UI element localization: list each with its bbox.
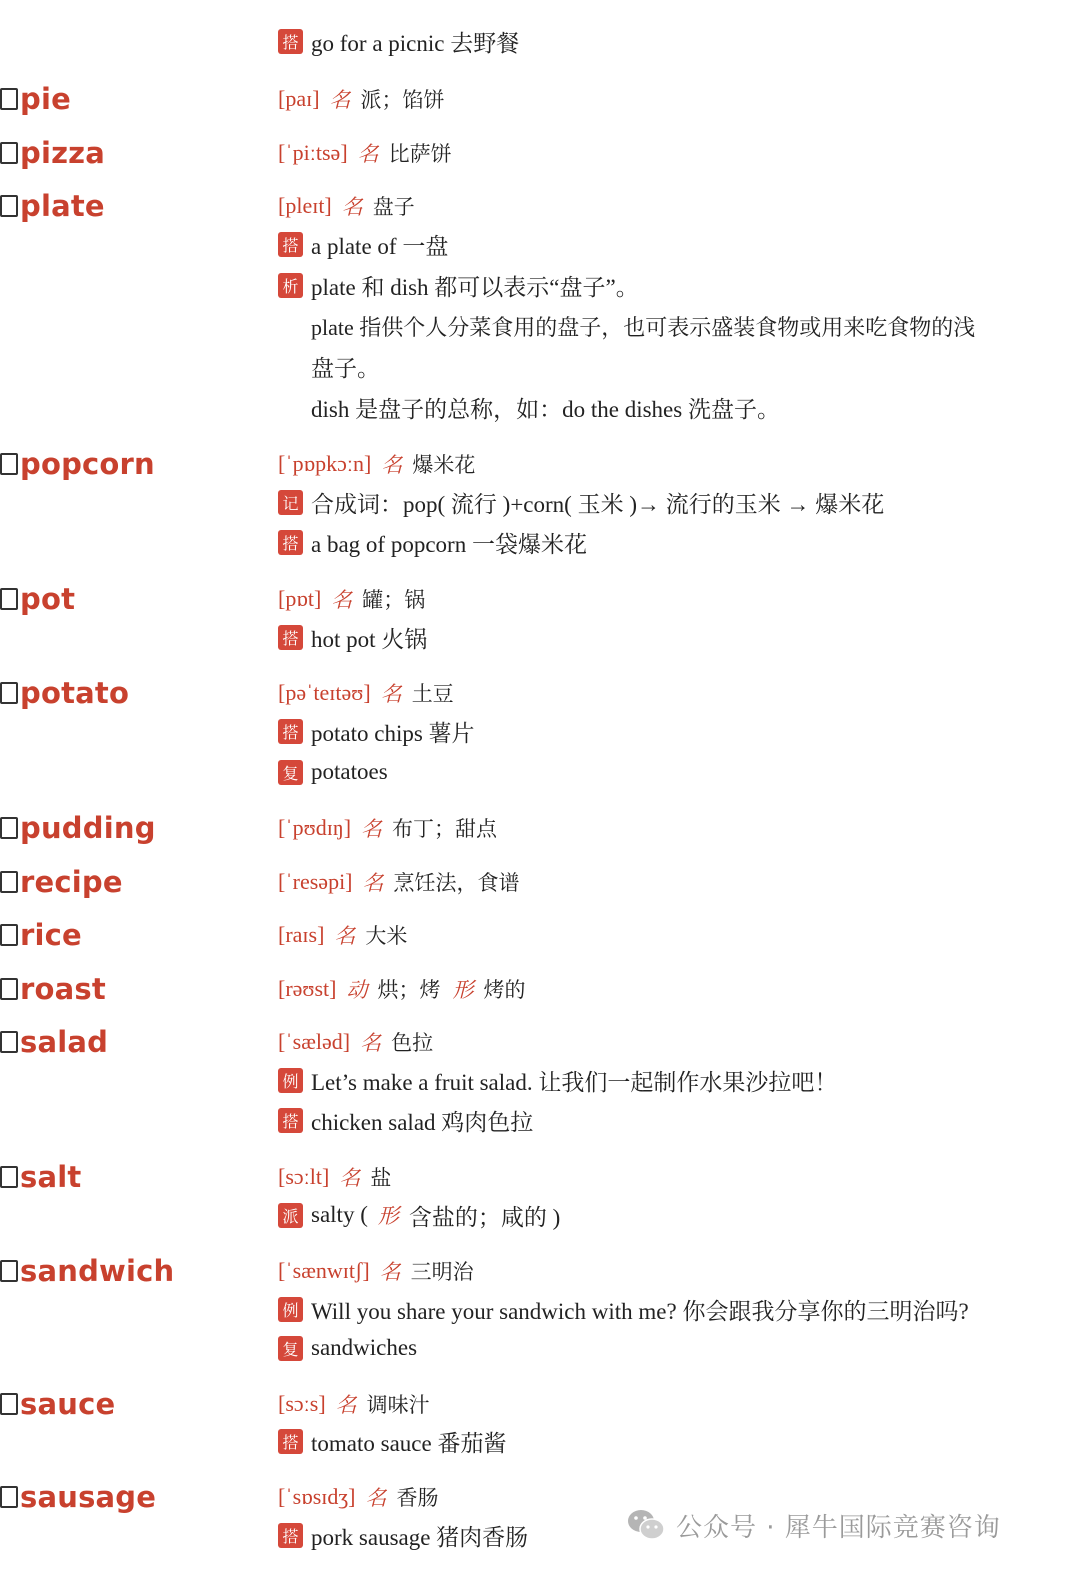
- entry-salt-word: [0, 1160, 81, 1194]
- checkbox[interactable]: [0, 1166, 18, 1188]
- checkbox[interactable]: [0, 924, 18, 946]
- meaning: 三明治: [410, 1260, 474, 1284]
- line-text: pork sausage 猪肉香肠: [311, 1524, 529, 1550]
- tag-badge: 复: [278, 760, 303, 785]
- checkbox[interactable]: [0, 682, 18, 704]
- line-text: potato chips 薯片: [311, 720, 475, 746]
- phonetic: [paɪ]: [278, 86, 320, 111]
- part-of-speech: 名: [379, 1260, 401, 1284]
- entry-rice-def: [278, 918, 407, 952]
- tag-badge: 搭: [278, 530, 303, 555]
- part-of-speech: 名: [341, 195, 363, 219]
- headword: recipe: [20, 865, 123, 899]
- part-of-speech: 名: [365, 1486, 387, 1510]
- checkbox[interactable]: [0, 1393, 18, 1415]
- meaning: 盐: [370, 1166, 392, 1190]
- checkbox[interactable]: [0, 978, 18, 1000]
- meaning-2: 烤的: [483, 978, 526, 1002]
- tag-badge: 搭: [278, 232, 303, 257]
- part-of-speech: 名: [362, 871, 384, 895]
- entry-potato-def: [278, 676, 454, 710]
- entry-sausage-line1: [278, 1518, 528, 1552]
- entry-sauce-def: [278, 1387, 430, 1421]
- phonetic: [ˈpiːtsə]: [278, 140, 348, 165]
- entry-pizza-word: [0, 136, 105, 170]
- line-text: Let’s make a fruit salad. 让我们一起制作水果沙拉吧！: [311, 1069, 838, 1095]
- checkbox[interactable]: [0, 871, 18, 893]
- part-of-speech: 名: [339, 1166, 361, 1190]
- meaning: 烘；烤: [377, 978, 441, 1002]
- phonetic: [ˈpɒpkɔːn]: [278, 451, 372, 476]
- entry-potato-line2: [278, 755, 388, 789]
- line-text: tomato sauce 番茄酱: [311, 1430, 507, 1456]
- entry-sandwich-line2: [278, 1331, 417, 1365]
- headword: pudding: [20, 811, 156, 845]
- phonetic: [ˈsɒsɪdʒ]: [278, 1484, 356, 1509]
- part-of-speech: 名: [329, 88, 351, 112]
- part-of-speech: 名: [335, 1393, 357, 1417]
- tag-badge: 复: [278, 1336, 303, 1361]
- phonetic: [ˈsænwɪtʃ]: [278, 1258, 370, 1283]
- headword: plate: [20, 189, 105, 223]
- headword: pizza: [20, 136, 106, 170]
- checkbox[interactable]: [0, 88, 18, 110]
- tag-badge: 派: [278, 1203, 303, 1228]
- line-text: 盘子。: [311, 355, 380, 381]
- entry-recipe-def: [278, 865, 520, 899]
- line-text: a bag of popcorn 一袋爆米花: [311, 531, 587, 557]
- meaning: 布丁；甜点: [392, 817, 498, 841]
- phonetic: [rəʊst]: [278, 976, 337, 1001]
- entry-sauce-word: [0, 1387, 115, 1421]
- entry-popcorn-line2: [278, 525, 587, 559]
- headword: pot: [20, 582, 76, 616]
- entry-plate-line5: [311, 390, 780, 424]
- part-of-speech: 名: [331, 588, 353, 612]
- meaning: 调味汁: [366, 1393, 430, 1417]
- entry-pot-line1: [278, 620, 427, 654]
- entry-sandwich-line1: [278, 1292, 969, 1326]
- entry-popcorn-def: [278, 447, 475, 481]
- tag-badge: 析: [278, 273, 303, 298]
- headword: popcorn: [20, 447, 155, 481]
- line-text: plate 和 dish 都可以表示“盘子”。: [311, 274, 639, 300]
- entry-plate-word: [0, 189, 105, 223]
- entry-pot-word: [0, 582, 75, 616]
- phonetic: [sɔːs]: [278, 1391, 326, 1416]
- entry-plate-line2: [278, 268, 639, 302]
- phonetic: [pɒt]: [278, 586, 322, 611]
- line-text: 合成词：pop( 流行 )+corn( 玉米 )→ 流行的玉米 → 爆米花: [311, 491, 885, 517]
- entry-potato-word: [0, 676, 129, 710]
- part-of-speech: 动: [346, 978, 368, 1002]
- entry-potato-line1: [278, 714, 475, 748]
- entry-pizza-def: [278, 136, 452, 170]
- checkbox[interactable]: [0, 195, 18, 217]
- headword: salad: [20, 1025, 109, 1059]
- entry-popcorn-word: [0, 447, 155, 481]
- checkbox[interactable]: [0, 588, 18, 610]
- tag-badge: 例: [278, 1068, 303, 1093]
- tag-badge: 搭: [278, 1429, 303, 1454]
- meaning: 比萨饼: [388, 142, 452, 166]
- line-text: potatoes: [311, 759, 388, 784]
- phonetic: [ˈresəpi]: [278, 869, 353, 894]
- line-text: plate 指供个人分菜食用的盘子，也可表示盛装食物或用来吃食物的浅: [311, 314, 976, 340]
- entry-pudding-def: [278, 811, 497, 845]
- entry-pie-word: [0, 82, 71, 116]
- part-of-speech: 名: [357, 142, 379, 166]
- headword: sauce: [20, 1387, 116, 1421]
- collocation-text: go for a picnic 去野餐: [311, 30, 520, 56]
- line-text: 含盐的；咸的 ): [408, 1204, 561, 1230]
- entry-rice-word: [0, 918, 82, 952]
- phonetic: [raɪs]: [278, 922, 325, 947]
- tag-badge: 搭: [278, 1523, 303, 1548]
- entry-pot-def: [278, 582, 425, 616]
- entry-pudding-word: [0, 811, 156, 845]
- tag-badge: 例: [278, 1297, 303, 1322]
- line-text: Will you share your sandwich with me? 你会跟我分享你的三明治吗?: [311, 1298, 969, 1324]
- headword: sausage: [20, 1480, 157, 1514]
- line-text: sandwiches: [311, 1335, 418, 1360]
- meaning: 香肠: [396, 1486, 439, 1510]
- meaning: 烹饪法，食谱: [393, 871, 520, 895]
- meaning: 色拉: [391, 1031, 434, 1055]
- entry-plate-line3: [311, 309, 975, 343]
- line-text: a plate of 一盘: [311, 233, 449, 259]
- part-of-speech: 名: [380, 682, 402, 706]
- phonetic: [sɔːlt]: [278, 1164, 330, 1189]
- phonetic: [ˈpʊdɪŋ]: [278, 815, 352, 840]
- entry-salt-def: [278, 1160, 391, 1194]
- entry-roast-def: [278, 972, 526, 1006]
- tag-badge: 搭: [278, 1108, 303, 1133]
- part-of-speech: 名: [334, 924, 356, 948]
- headword: salt: [20, 1160, 82, 1194]
- tag-badge: 记: [278, 490, 303, 515]
- checkbox[interactable]: [0, 453, 18, 475]
- top-collocation: [278, 24, 519, 58]
- phonetic: [pleɪt]: [278, 193, 332, 218]
- meaning: 罐；锅: [362, 588, 426, 612]
- part-of-speech: 名: [361, 817, 383, 841]
- line-text: hot pot 火锅: [311, 626, 428, 652]
- headword: rice: [20, 918, 82, 952]
- part-of-speech: 形: [377, 1204, 399, 1228]
- entry-sandwich-word: [0, 1254, 174, 1288]
- meaning: 派；馅饼: [360, 88, 445, 112]
- headword: sandwich: [20, 1254, 175, 1288]
- entry-plate-def: [278, 189, 415, 223]
- checkbox[interactable]: [0, 1260, 18, 1282]
- entry-sausage-def: [278, 1480, 438, 1514]
- meaning: 盘子: [372, 195, 415, 219]
- part-of-speech: 名: [381, 453, 403, 477]
- entry-salad-def: [278, 1025, 433, 1059]
- line-text: salty (: [311, 1202, 368, 1227]
- entry-roast-word: [0, 972, 106, 1006]
- entry-salad-line1: [278, 1063, 837, 1097]
- checkbox[interactable]: [0, 1486, 18, 1508]
- tag-badge: 搭: [278, 625, 303, 650]
- entry-plate-line1: [278, 227, 448, 261]
- phonetic: [ˈsæləd]: [278, 1029, 351, 1054]
- tag-badge: 搭: [278, 29, 303, 54]
- entry-salad-word: [0, 1025, 108, 1059]
- wechat-icon: [626, 1508, 666, 1542]
- meaning: 爆米花: [412, 453, 476, 477]
- watermark-text: 公众号 · 犀牛国际竞赛咨询: [676, 1512, 1001, 1543]
- phonetic: [pəˈteɪtəʊ]: [278, 680, 371, 705]
- checkbox[interactable]: [0, 817, 18, 839]
- line-text: chicken salad 鸡肉色拉: [311, 1109, 534, 1135]
- entry-salt-line1: [278, 1198, 560, 1232]
- headword: pie: [20, 82, 71, 116]
- line-text: dish 是盘子的总称，如：do the dishes 洗盘子。: [311, 396, 780, 422]
- headword: potato: [20, 676, 130, 710]
- tag-badge: 搭: [278, 719, 303, 744]
- entry-sandwich-def: [278, 1254, 474, 1288]
- entry-sausage-word: [0, 1480, 156, 1514]
- entry-recipe-word: [0, 865, 123, 899]
- entry-sauce-line1: [278, 1424, 506, 1458]
- checkbox[interactable]: [0, 142, 18, 164]
- part-of-speech: 名: [360, 1031, 382, 1055]
- meaning: 大米: [365, 924, 408, 948]
- entry-plate-line4: [311, 349, 380, 383]
- headword: roast: [20, 972, 106, 1006]
- part-of-speech-2: 形: [452, 978, 474, 1002]
- checkbox[interactable]: [0, 1031, 18, 1053]
- entry-popcorn-line1: [278, 485, 884, 519]
- entry-pie-def: [278, 82, 445, 116]
- watermark: [626, 1505, 1001, 1545]
- entry-salad-line2: [278, 1103, 533, 1137]
- meaning: 土豆: [411, 682, 454, 706]
